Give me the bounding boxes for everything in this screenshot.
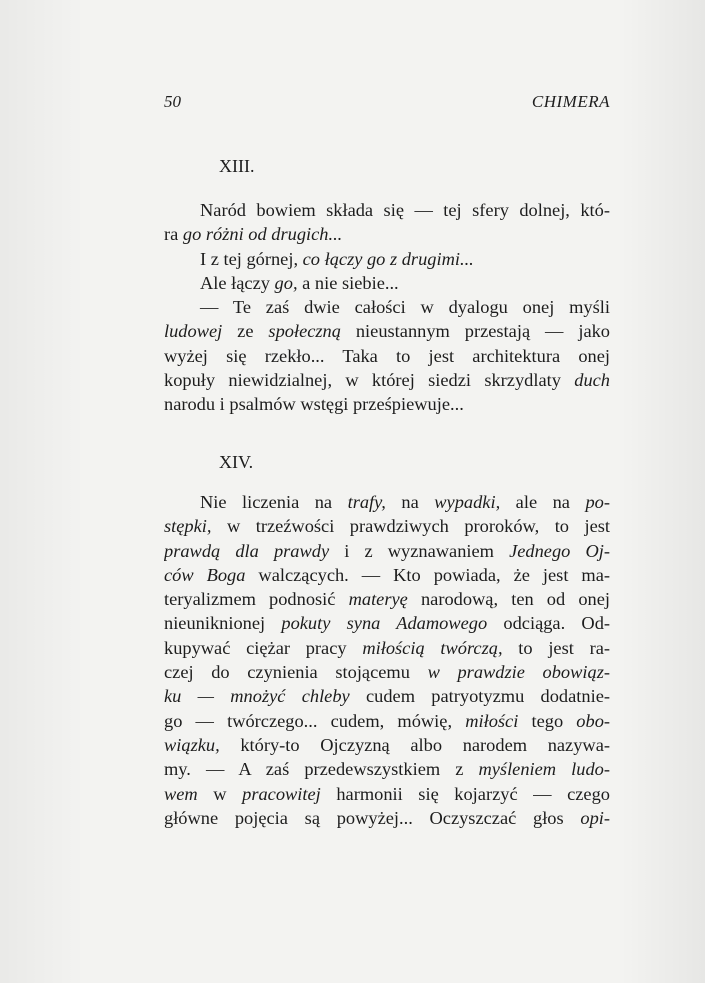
italic-text: ku — mnożyć chleby [164, 686, 350, 707]
text-segment: kupywać ciężar pracy [164, 637, 363, 658]
italic-text: wypadki, [434, 492, 501, 512]
text-line [164, 247, 610, 271]
text-segment: — Te zaś dwie całości w dyalogu onej myśli [200, 297, 610, 318]
text-segment: go — twórczego... cudem, mówię, [164, 710, 466, 731]
text-segment: kopuły niewidzialnej, w której siedzi skrzydlaty [164, 370, 575, 391]
text-segment: tego [518, 710, 577, 731]
text-segment: w [197, 783, 243, 804]
text-segment: główne pojęcia są powyżej... Oczyszczać głos [164, 807, 581, 828]
running-head [164, 92, 610, 118]
text-segment: czej do czynienia stojącemu [164, 662, 428, 683]
text-line [164, 587, 610, 611]
text-line [164, 319, 610, 343]
italic-text: pokuty syna Adamowego [281, 613, 488, 634]
section-xiv-text [164, 490, 610, 830]
text-segment: narodu i psalmów wstęgi prześpiewuje... [164, 394, 464, 415]
text-line [164, 295, 610, 319]
section-heading-xiv: XIV. [219, 452, 254, 472]
text-segment: walczących. — Kto powiada, że jest ma- [245, 564, 610, 585]
italic-text: prawdą dla prawdy [164, 540, 330, 561]
text-line [164, 660, 610, 684]
text-line [164, 684, 610, 708]
text-segment: teryalizmem podnosić [164, 589, 349, 610]
italic-text: Jednego Oj- [509, 540, 610, 561]
text-segment: to jest ra- [502, 637, 610, 658]
text-line [164, 344, 610, 368]
text-line [164, 733, 610, 757]
text-segment: ra [164, 224, 183, 245]
italic-text: miłości [465, 710, 519, 731]
text-segment: Naród bowiem składa się — tej sfery dolnej, któ- [200, 200, 610, 220]
italic-text: obo- [576, 710, 610, 731]
text-segment: odciąga. Od- [487, 613, 610, 634]
text-line [164, 806, 610, 830]
text-segment: na [385, 492, 435, 512]
italic-text: opi- [580, 807, 610, 828]
text-segment: ale na [500, 492, 586, 512]
text-segment: Ale łączy [200, 272, 275, 293]
italic-text: materyę [348, 589, 408, 610]
page-number: 50 [164, 92, 181, 111]
text-segment: Nie liczenia na [200, 492, 348, 512]
text-line [164, 709, 610, 733]
italic-text: wem [164, 783, 198, 804]
italic-text: po- [585, 492, 610, 512]
italic-text: miłością twórczą, [362, 637, 503, 658]
text-line [164, 514, 610, 538]
text-segment: nieuniknionej [164, 613, 282, 634]
italic-text: go, [274, 272, 298, 293]
italic-text: społeczną [268, 321, 341, 342]
section-xiii-text [164, 198, 610, 417]
text-line [164, 636, 610, 660]
italic-text: go różni od drugich... [182, 224, 343, 245]
running-title: CHIMERA [531, 92, 610, 111]
text-line [164, 392, 610, 416]
italic-text: ców Boga [164, 564, 246, 585]
text-line [164, 198, 610, 222]
italic-text: stępki, [164, 516, 212, 537]
italic-text: w prawdzie obowiąz- [427, 662, 610, 683]
text-segment: harmonii się kojarzyć — czego [320, 783, 610, 804]
text-segment: my. — A zaś przedewszystkiem z [164, 759, 479, 780]
text-line [164, 563, 610, 587]
italic-text: wiązku, [164, 734, 220, 755]
section-heading-xiii: XIII. [219, 156, 255, 176]
text-line [164, 271, 610, 295]
text-segment: i z wyznawaniem [329, 540, 510, 561]
text-segment: a nie siebie... [297, 272, 399, 293]
text-line [164, 757, 610, 781]
text-segment: ze [222, 321, 269, 342]
text-line [164, 490, 610, 514]
text-line [164, 782, 610, 806]
text-segment: wyżej się rzekło... Taka to jest architektura onej [164, 345, 610, 366]
italic-text: co łączy go z drugimi... [302, 248, 474, 269]
italic-text: trafy, [347, 492, 386, 512]
text-line [164, 368, 610, 392]
text-segment: nieustannym przestają — jako [340, 321, 610, 342]
text-segment: narodową, ten od onej [407, 589, 610, 610]
italic-text: ludowej [164, 321, 223, 342]
text-segment: w trzeźwości prawdziwych proroków, to jest [211, 516, 610, 537]
italic-text: myśleniem ludo- [478, 759, 610, 780]
text-line [164, 539, 610, 563]
text-line [164, 222, 610, 246]
text-line [164, 611, 610, 635]
text-segment: cudem patryotyzmu dodatnie- [349, 686, 610, 707]
italic-text: duch [574, 370, 610, 391]
text-segment: który-to Ojczyzną albo narodem nazywa- [219, 734, 610, 755]
italic-text: pracowitej [242, 783, 321, 804]
text-segment: I z tej górnej, [200, 248, 303, 269]
